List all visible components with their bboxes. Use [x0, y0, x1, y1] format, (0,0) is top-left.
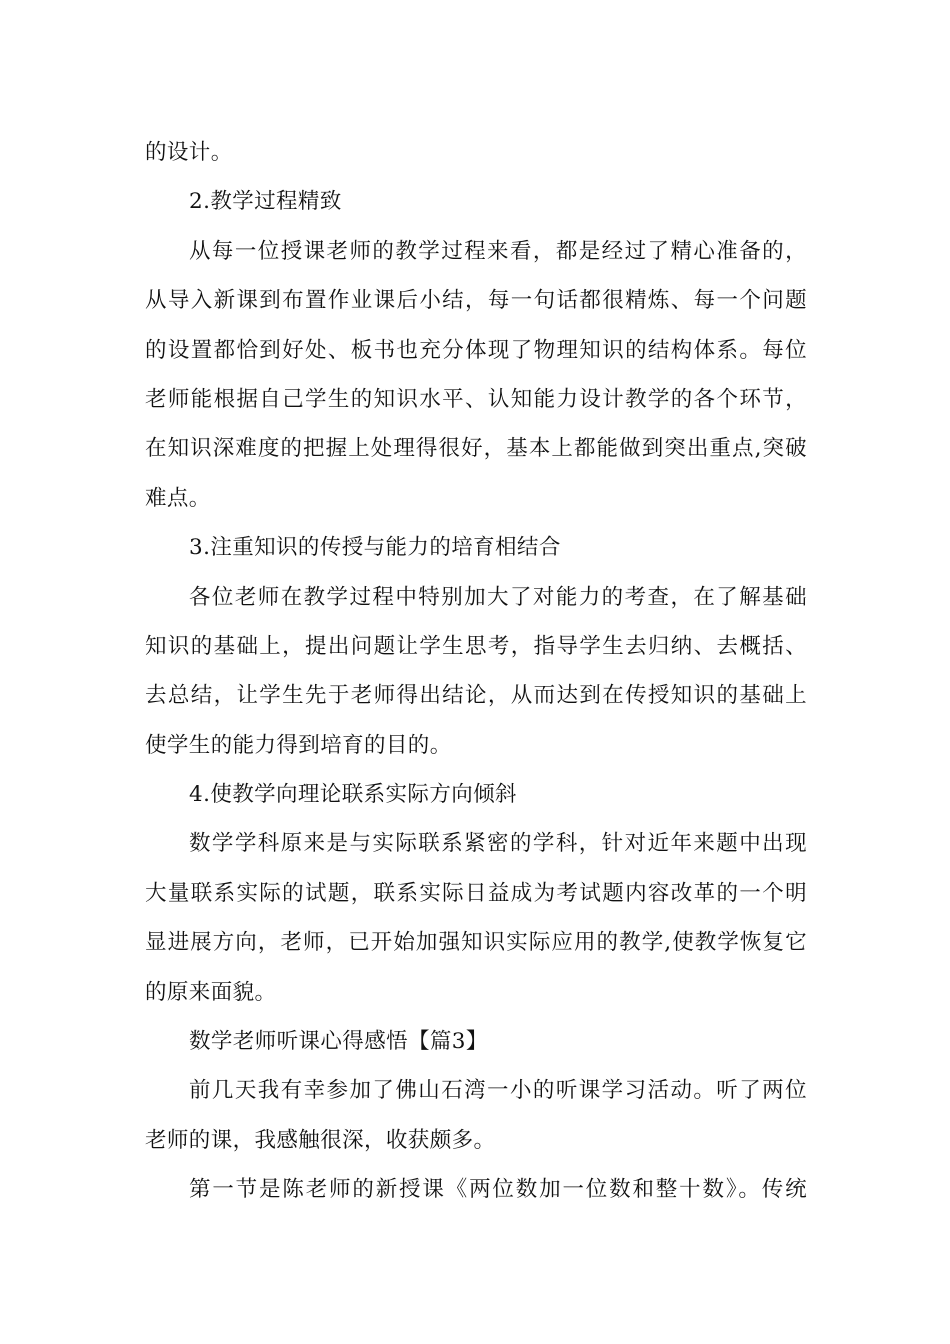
paragraph-line: 知识的基础上，提出问题让学生思考，指导学生去归纳、去概括、 [145, 633, 807, 659]
paragraph-line: 各位老师在教学过程中特别加大了对能力的考查，在了解基础 [189, 584, 807, 610]
paragraph-line: 使学生的能力得到培育的目的。 [145, 732, 452, 758]
paragraph-line: 显进展方向，老师，已开始加强知识实际应用的教学,使教学恢复它 [145, 930, 807, 956]
paragraph-line: 大量联系实际的试题，联系实际日益成为考试题内容改革的一个明 [145, 880, 807, 906]
paragraph-line: 前几天我有幸参加了佛山石湾一小的听课学习活动。听了两位 [189, 1078, 807, 1104]
paragraph-line: 第一节是陈老师的新授课《两位数加一位数和整十数》。传统 [189, 1177, 807, 1203]
paragraph-line: 在知识深难度的把握上处理得很好，基本上都能做到突出重点,突破 [145, 436, 807, 462]
paragraph-line: 难点。 [145, 485, 211, 511]
section-heading: 2.教学过程精致 [189, 189, 342, 215]
paragraph-line: 从导入新课到布置作业课后小结，每一句话都很精炼、每一个问题 [145, 288, 807, 314]
section-heading: 3.注重知识的传授与能力的培育相结合 [189, 535, 561, 561]
paragraph-line: 的设计。 [145, 140, 233, 165]
paragraph-line: 从每一位授课老师的教学过程来看，都是经过了精心准备的， [189, 238, 807, 264]
paragraph-line: 老师能根据自己学生的知识水平、认知能力设计教学的各个环节， [145, 386, 807, 412]
section-heading: 4.使教学向理论联系实际方向倾斜 [189, 782, 517, 808]
paragraph-line: 去总结，让学生先于老师得出结论，从而达到在传授知识的基础上 [145, 683, 807, 709]
section-heading: 数学老师听课心得感悟【篇3】 [189, 1029, 488, 1055]
paragraph-line: 数学学科原来是与实际联系紧密的学科，针对近年来题中出现 [189, 831, 807, 857]
paragraph-line: 老师的课，我感触很深，收获颇多。 [145, 1127, 496, 1153]
paragraph-line: 的设置都恰到好处、板书也充分体现了物理知识的结构体系。每位 [145, 337, 807, 363]
paragraph-line: 的原来面貌。 [145, 979, 277, 1005]
document-body [145, 128, 807, 1215]
